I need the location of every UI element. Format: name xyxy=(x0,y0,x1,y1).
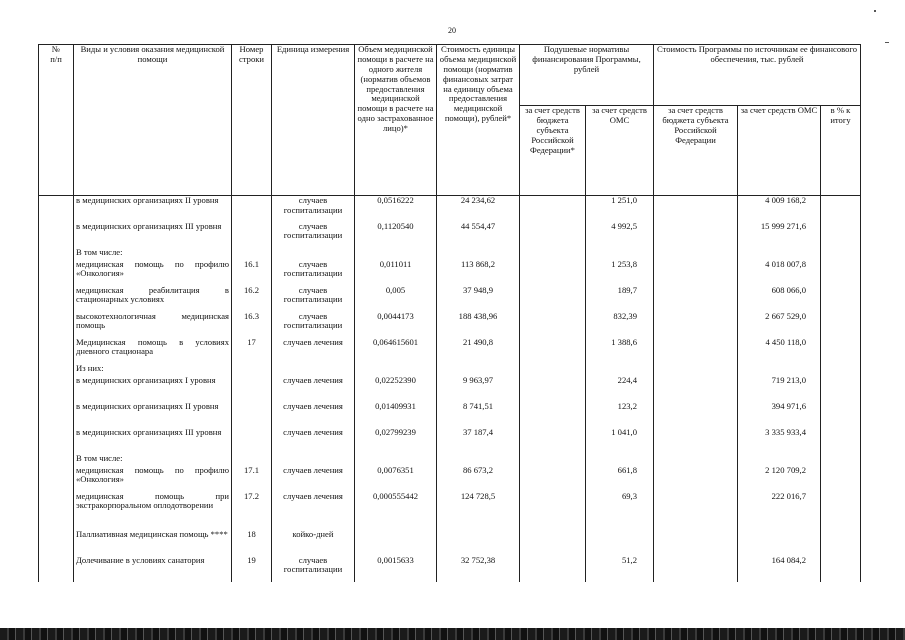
header-program-pct: в % к итогу xyxy=(821,106,861,196)
cell-cost xyxy=(437,364,520,376)
cell-program-budget xyxy=(654,454,738,466)
table-row xyxy=(39,376,861,402)
cell-row-num: 19 xyxy=(232,556,272,582)
cell-row-num xyxy=(232,376,272,402)
cell-per-capita-budget xyxy=(520,286,586,312)
cell-program-budget xyxy=(654,312,738,338)
cell-per-capita-budget xyxy=(520,556,586,582)
cell-program-pct xyxy=(821,492,861,530)
cell-cost: 8 741,51 xyxy=(437,402,520,428)
cell-program-pct xyxy=(821,428,861,454)
header-unit: Единица измерения xyxy=(272,45,355,196)
cell-volume: 0,064615601 xyxy=(355,338,437,364)
cell-program-oms: 719 213,0 xyxy=(738,376,821,402)
cell-per-capita-budget xyxy=(520,454,586,466)
cell-cost xyxy=(437,530,520,556)
cell-program-pct xyxy=(821,338,861,364)
cell-per-capita-oms: 224,4 xyxy=(586,376,654,402)
cell-per-capita-budget xyxy=(520,428,586,454)
header-per-capita-budget: за счет средств бюджета субъекта Российской Федерации* xyxy=(520,106,586,196)
cell-volume xyxy=(355,530,437,556)
table-row xyxy=(39,248,861,260)
cell-row-num xyxy=(232,222,272,248)
program-cost-table xyxy=(38,44,861,582)
cell-blank xyxy=(39,286,74,312)
cell-program-oms: 394 971,6 xyxy=(738,402,821,428)
cell-volume: 0,011011 xyxy=(355,260,437,286)
cell-blank xyxy=(39,492,74,530)
cell-per-capita-budget xyxy=(520,376,586,402)
cell-program-oms: 2 120 709,2 xyxy=(738,466,821,492)
cell-cost xyxy=(437,454,520,466)
cell-blank xyxy=(39,402,74,428)
table-row xyxy=(39,338,861,364)
cell-per-capita-oms: 123,2 xyxy=(586,402,654,428)
cell-name: медицинская реабилитация в стационарных условиях xyxy=(74,286,232,312)
cell-volume xyxy=(355,364,437,376)
cell-per-capita-oms: 51,2 xyxy=(586,556,654,582)
header-volume: Объем медицинской помощи в расчете на одного жителя (норматив объемов предоставления медицинской помощи в расчете на одно застрахованное лицо)* xyxy=(355,45,437,196)
cell-row-num: 16.3 xyxy=(232,312,272,338)
cell-cost: 37 187,4 xyxy=(437,428,520,454)
cell-per-capita-budget xyxy=(520,222,586,248)
cell-per-capita-budget xyxy=(520,402,586,428)
cell-row-num xyxy=(232,402,272,428)
cell-blank xyxy=(39,454,74,466)
table-row xyxy=(39,466,861,492)
cell-program-pct xyxy=(821,286,861,312)
cell-name: в медицинских организациях I уровня xyxy=(74,376,232,402)
cell-row-num: 17 xyxy=(232,338,272,364)
cell-blank xyxy=(39,312,74,338)
cell-unit: койко-дней xyxy=(272,530,355,556)
cell-per-capita-oms: 1 388,6 xyxy=(586,338,654,364)
cell-per-capita-oms: 1 041,0 xyxy=(586,428,654,454)
cell-volume: 0,005 xyxy=(355,286,437,312)
cell-name: в медицинских организациях II уровня xyxy=(74,402,232,428)
cell-row-num: 16.1 xyxy=(232,260,272,286)
cell-name: Из них: xyxy=(74,364,232,376)
cell-per-capita-oms: 832,39 xyxy=(586,312,654,338)
cell-program-budget xyxy=(654,376,738,402)
cell-program-budget xyxy=(654,286,738,312)
table-row xyxy=(39,196,861,222)
cell-program-budget xyxy=(654,466,738,492)
cell-volume: 0,1120540 xyxy=(355,222,437,248)
cell-unit: случаев лечения xyxy=(272,402,355,428)
cell-program-oms xyxy=(738,454,821,466)
table-row xyxy=(39,454,861,466)
cell-program-oms: 608 066,0 xyxy=(738,286,821,312)
cell-blank xyxy=(39,248,74,260)
cell-cost: 37 948,9 xyxy=(437,286,520,312)
cell-blank xyxy=(39,376,74,402)
table-row xyxy=(39,492,861,530)
cell-per-capita-oms: 661,8 xyxy=(586,466,654,492)
header-type: Виды и условия оказания медицинской помощи xyxy=(74,45,232,196)
cell-name: медицинская помощь по профилю «Онкология» xyxy=(74,260,232,286)
cell-per-capita-oms: 189,7 xyxy=(586,286,654,312)
cell-name: Долечивание в условиях санатория xyxy=(74,556,232,582)
cell-volume: 0,0015633 xyxy=(355,556,437,582)
scan-speck xyxy=(874,10,876,12)
cell-cost xyxy=(437,248,520,260)
cell-name: высокотехнологичная медицинская помощь xyxy=(74,312,232,338)
cell-program-pct xyxy=(821,312,861,338)
cell-volume xyxy=(355,454,437,466)
cell-per-capita-budget xyxy=(520,492,586,530)
cell-per-capita-budget xyxy=(520,312,586,338)
cell-per-capita-oms: 1 251,0 xyxy=(586,196,654,222)
cell-volume: 0,02252390 xyxy=(355,376,437,402)
cell-row-num xyxy=(232,196,272,222)
cell-blank xyxy=(39,222,74,248)
cell-unit xyxy=(272,364,355,376)
page-number: 20 xyxy=(448,26,456,35)
cell-row-num: 17.2 xyxy=(232,492,272,530)
cell-program-oms: 222 016,7 xyxy=(738,492,821,530)
cell-unit: случаев госпитализации xyxy=(272,222,355,248)
header-program-oms: за счет средств ОМС xyxy=(738,106,821,196)
cell-per-capita-oms xyxy=(586,530,654,556)
cell-per-capita-oms xyxy=(586,364,654,376)
cell-name: Медицинская помощь в условиях дневного стационара xyxy=(74,338,232,364)
cell-volume: 0,01409931 xyxy=(355,402,437,428)
cell-unit xyxy=(272,248,355,260)
table-row xyxy=(39,286,861,312)
cell-program-pct xyxy=(821,364,861,376)
header-program-budget: за счет средств бюджета субъекта Российской Федерации xyxy=(654,106,738,196)
cell-blank xyxy=(39,466,74,492)
cell-unit: случаев госпитализации xyxy=(272,260,355,286)
cell-program-budget xyxy=(654,248,738,260)
cell-program-pct xyxy=(821,454,861,466)
cell-program-budget xyxy=(654,364,738,376)
cell-row-num: 18 xyxy=(232,530,272,556)
table-row xyxy=(39,260,861,286)
cell-row-num xyxy=(232,364,272,376)
cell-unit xyxy=(272,454,355,466)
cell-unit: случаев госпитализации xyxy=(272,196,355,222)
cell-program-oms: 164 084,2 xyxy=(738,556,821,582)
cell-per-capita-oms: 1 253,8 xyxy=(586,260,654,286)
cell-program-pct xyxy=(821,556,861,582)
header-program-cost: Стоимость Программы по источникам ее финансового обеспечения, тыс. рублей xyxy=(654,45,861,106)
cell-cost: 21 490,8 xyxy=(437,338,520,364)
cell-program-budget xyxy=(654,222,738,248)
cell-program-pct xyxy=(821,196,861,222)
cell-volume: 0,0516222 xyxy=(355,196,437,222)
cell-name: медицинская помощь по профилю «Онкология» xyxy=(74,466,232,492)
cell-cost: 188 438,96 xyxy=(437,312,520,338)
cell-blank xyxy=(39,530,74,556)
cell-name: Паллиативная медицинская помощь **** xyxy=(74,530,232,556)
cell-blank xyxy=(39,364,74,376)
cell-blank xyxy=(39,428,74,454)
cell-volume: 0,0076351 xyxy=(355,466,437,492)
cell-per-capita-budget xyxy=(520,248,586,260)
cell-program-budget xyxy=(654,428,738,454)
cell-name: в медицинских организациях II уровня xyxy=(74,196,232,222)
cell-cost: 86 673,2 xyxy=(437,466,520,492)
cell-program-pct xyxy=(821,402,861,428)
table-row xyxy=(39,402,861,428)
cell-cost: 44 554,47 xyxy=(437,222,520,248)
cell-row-num: 16.2 xyxy=(232,286,272,312)
cell-name: в медицинских организациях III уровня xyxy=(74,222,232,248)
cell-per-capita-oms: 4 992,5 xyxy=(586,222,654,248)
cell-program-pct xyxy=(821,222,861,248)
cell-per-capita-oms xyxy=(586,248,654,260)
cell-cost: 24 234,62 xyxy=(437,196,520,222)
cell-program-oms: 4 450 118,0 xyxy=(738,338,821,364)
table-row xyxy=(39,556,861,582)
cell-unit: случаев лечения xyxy=(272,466,355,492)
table-row xyxy=(39,364,861,376)
cell-program-budget xyxy=(654,556,738,582)
table-row xyxy=(39,428,861,454)
cell-unit: случаев лечения xyxy=(272,338,355,364)
cell-per-capita-budget xyxy=(520,260,586,286)
cell-program-oms: 3 335 933,4 xyxy=(738,428,821,454)
cell-program-pct xyxy=(821,248,861,260)
cell-program-budget xyxy=(654,402,738,428)
cell-per-capita-budget xyxy=(520,530,586,556)
cell-program-oms: 15 999 271,6 xyxy=(738,222,821,248)
cell-name: В том числе: xyxy=(74,248,232,260)
cell-program-budget xyxy=(654,260,738,286)
cell-program-oms xyxy=(738,248,821,260)
cell-blank xyxy=(39,260,74,286)
header-cost: Стоимость единицы объема медицинской помощи (норматив финансовых затрат на единицу объема предоставления медицинской помощи), рублей* xyxy=(437,45,520,196)
cell-cost: 32 752,38 xyxy=(437,556,520,582)
cell-name: в медицинских организациях III уровня xyxy=(74,428,232,454)
cell-program-oms xyxy=(738,530,821,556)
cell-blank xyxy=(39,196,74,222)
header-row-num: Номер строки xyxy=(232,45,272,196)
cell-unit: случаев лечения xyxy=(272,376,355,402)
cell-volume: 0,0044173 xyxy=(355,312,437,338)
cell-volume: 0,02799239 xyxy=(355,428,437,454)
table-row xyxy=(39,222,861,248)
cell-program-budget xyxy=(654,492,738,530)
cell-program-pct xyxy=(821,466,861,492)
table-row xyxy=(39,530,861,556)
cell-unit: случаев госпитализации xyxy=(272,286,355,312)
cell-program-pct xyxy=(821,376,861,402)
cell-program-oms: 2 667 529,0 xyxy=(738,312,821,338)
cell-per-capita-budget xyxy=(520,338,586,364)
cell-row-num xyxy=(232,248,272,260)
cell-unit: случаев лечения xyxy=(272,492,355,530)
cell-row-num: 17.1 xyxy=(232,466,272,492)
cell-volume xyxy=(355,248,437,260)
cell-program-budget xyxy=(654,338,738,364)
cell-unit: случаев лечения xyxy=(272,428,355,454)
cell-unit: случаев госпитализации xyxy=(272,312,355,338)
cell-cost: 124 728,5 xyxy=(437,492,520,530)
header-per-capita-oms: за счет средств ОМС xyxy=(586,106,654,196)
cell-program-pct xyxy=(821,530,861,556)
cell-row-num xyxy=(232,428,272,454)
cell-cost: 113 868,2 xyxy=(437,260,520,286)
cell-per-capita-oms xyxy=(586,454,654,466)
scan-border xyxy=(0,628,905,640)
cell-unit: случаев госпитализации xyxy=(272,556,355,582)
cell-row-num xyxy=(232,454,272,466)
table-row xyxy=(39,312,861,338)
cell-blank xyxy=(39,556,74,582)
cell-name: В том числе: xyxy=(74,454,232,466)
scan-speck xyxy=(885,42,889,43)
header-num: № п/п xyxy=(39,45,74,196)
cell-per-capita-budget xyxy=(520,466,586,492)
cell-program-pct xyxy=(821,260,861,286)
cell-cost: 9 963,97 xyxy=(437,376,520,402)
cell-per-capita-budget xyxy=(520,364,586,376)
cell-program-budget xyxy=(654,530,738,556)
cell-program-budget xyxy=(654,196,738,222)
cell-per-capita-budget xyxy=(520,196,586,222)
cell-per-capita-oms: 69,3 xyxy=(586,492,654,530)
cell-volume: 0,000555442 xyxy=(355,492,437,530)
cell-name: медицинская помощь при экстракорпоральном оплодотворении xyxy=(74,492,232,530)
cell-blank xyxy=(39,338,74,364)
cell-program-oms: 4 009 168,2 xyxy=(738,196,821,222)
header-per-capita: Подушевые нормативы финансирования Программы, рублей xyxy=(520,45,654,106)
cell-program-oms xyxy=(738,364,821,376)
cell-program-oms: 4 018 007,8 xyxy=(738,260,821,286)
